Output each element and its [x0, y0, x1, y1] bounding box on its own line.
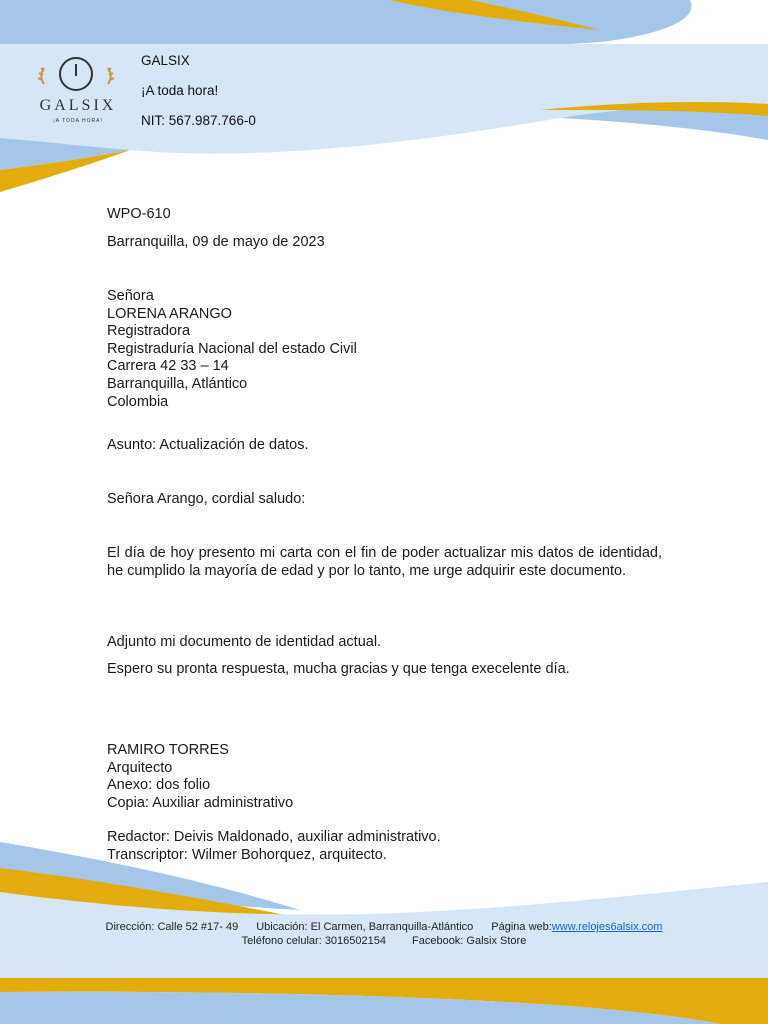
footer-address: Dirección: Calle 52 #17- 49: [105, 921, 239, 933]
recipient-city: Barranquilla, Atlántico: [107, 375, 248, 392]
recipient-country: Colombia: [107, 393, 169, 410]
copy-line: Copia: Auxiliar administrativo: [107, 794, 294, 811]
body-paragraph: El día de hoy presento mi carta con el fin de poder actualizar mis datos de identidad, he cumplido la mayoría de edad y por lo tanto, me urge adquirir este documento.: [107, 545, 662, 579]
footer-line-2: [0, 935, 768, 947]
company-nit: NIT: 567.987.766-0: [141, 113, 256, 128]
greeting: Señora Arango, cordial saludo:: [107, 491, 306, 507]
recipient-name: LORENA ARANGO: [107, 305, 232, 322]
annex-line: Anexo: dos folio: [107, 777, 211, 794]
body-paragraph-closing: Espero su pronta respuesta, mucha gracias y que tenga execelente día.: [107, 661, 570, 677]
logo-tagline: ¡A TODA HORA!: [53, 118, 103, 124]
recipient-address: Carrera 42 33 – 14: [107, 358, 229, 375]
company-logo: [36, 54, 120, 128]
company-name: GALSIX: [141, 53, 190, 68]
credits-block: [107, 829, 662, 864]
footer-phone: Teléfono celular: 3016502154: [241, 935, 386, 947]
recipient-position: Registradora: [107, 323, 191, 340]
reference-block: [107, 206, 662, 251]
signer-name: RAMIRO TORRES: [107, 742, 229, 758]
footer-facebook: Facebook: Galsix Store: [412, 935, 527, 947]
recipient-block: [107, 288, 662, 411]
recipient-title: Señora: [107, 288, 154, 304]
company-slogan: ¡A toda hora!: [141, 83, 219, 98]
writer-line: Redactor: Deivis Maldonado, auxiliar administrativo.: [107, 829, 441, 845]
signer-role: Arquitecto: [107, 759, 173, 776]
laurel-left-icon: [38, 68, 44, 84]
footer-web-link[interactable]: www.relojes6alsix.com: [551, 921, 663, 933]
footer-line-1: [0, 921, 768, 933]
footer-location: Ubicación: El Carmen, Barranquilla-Atlántico: [256, 921, 474, 933]
body-paragraph-attachment: Adjunto mi documento de identidad actual.: [107, 634, 382, 650]
transcriber-line: Transcriptor: Wilmer Bohorquez, arquitecto.: [107, 846, 387, 863]
footer-web-label: Página web:: [491, 921, 552, 933]
subject-line: Asunto: Actualización de datos.: [107, 437, 309, 453]
logo-wordmark: GALSIX: [39, 97, 117, 114]
signature-block: [107, 742, 662, 812]
letterhead-info: [141, 52, 256, 142]
laurel-right-icon: [108, 68, 114, 84]
reference-code: WPO-610: [107, 206, 171, 222]
recipient-organization: Registraduría Nacional del estado Civil: [107, 340, 357, 357]
place-date: Barranquilla, 09 de mayo de 2023: [107, 233, 325, 250]
